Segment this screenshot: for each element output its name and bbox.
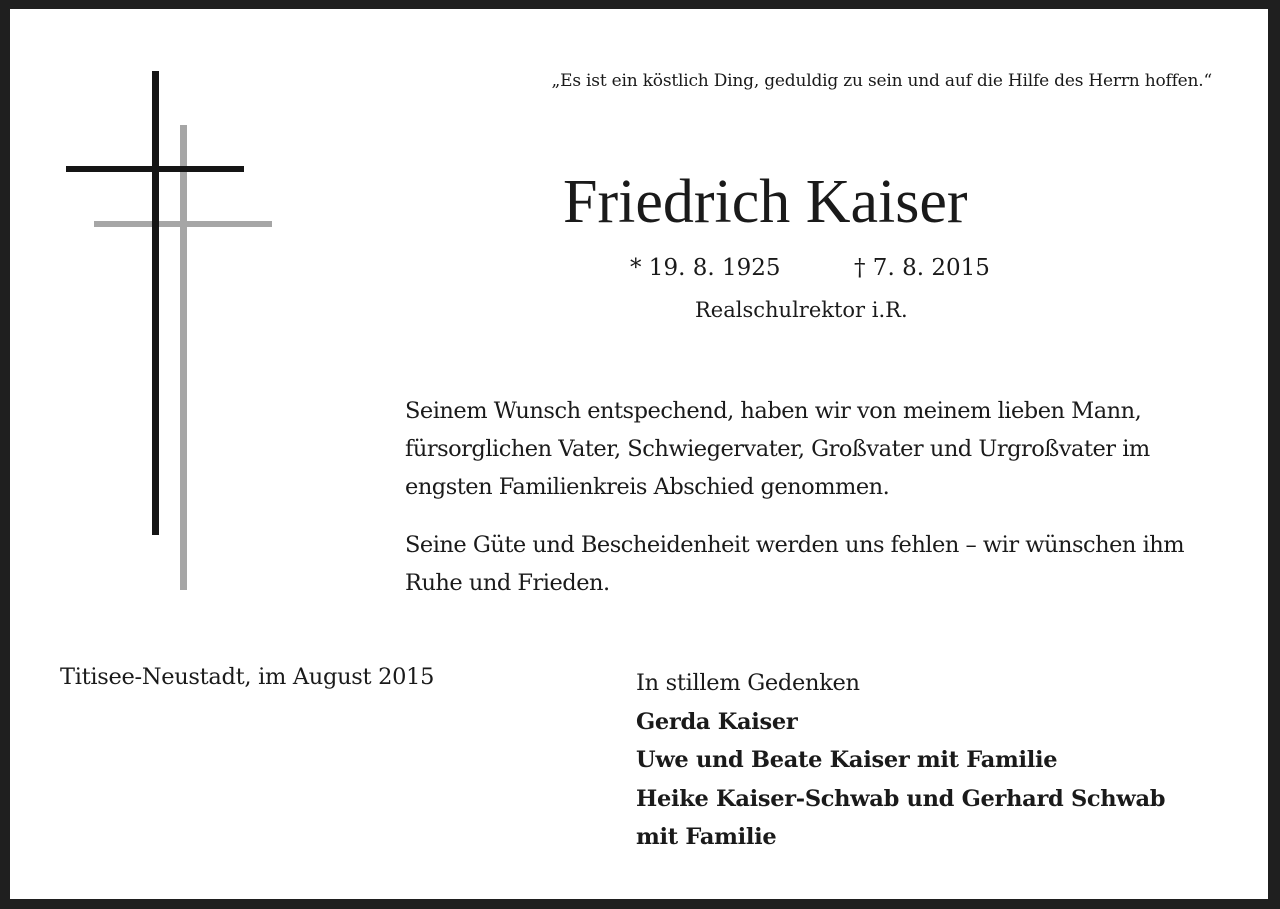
mourners-block (636, 664, 1165, 857)
mourner-name: mit Familie (636, 824, 777, 850)
place-and-date: Titisee-Neustadt, im August 2015 (60, 664, 435, 690)
mourners-intro: In stillem Gedenken (636, 670, 860, 696)
farewell-paragraph: Seinem Wunsch entspechend, haben wir von meinem lieben Mann, fürsorglichen Vater, Schwiegervater, Großvater und Urgroßvater im engsten Familienkreis Abschied genommen. (405, 398, 1150, 500)
birth-date: * 19. 8. 1925 (630, 255, 781, 281)
deceased-title: Realschulrektor i.R. (695, 298, 908, 322)
mourner-name: Heike Kaiser-Schwab und Gerhard Schwab (636, 785, 1166, 812)
obituary-card (10, 9, 1268, 899)
death-date: † 7. 8. 2015 (854, 255, 990, 281)
mourner-name: Uwe und Beate Kaiser mit Familie (636, 747, 1058, 773)
mourner-name: Gerda Kaiser (636, 708, 798, 735)
double-cross-icon (60, 69, 300, 609)
bible-quote: „Es ist ein köstlich Ding, geduldig zu sein und auf die Hilfe des Herrn hoffen.“ (551, 71, 1212, 91)
wishes-paragraph: Seine Güte und Bescheidenheit werden uns fehlen – wir wünschen ihm Ruhe und Frieden. (405, 532, 1185, 596)
deceased-name: Friedrich Kaiser (563, 168, 968, 236)
